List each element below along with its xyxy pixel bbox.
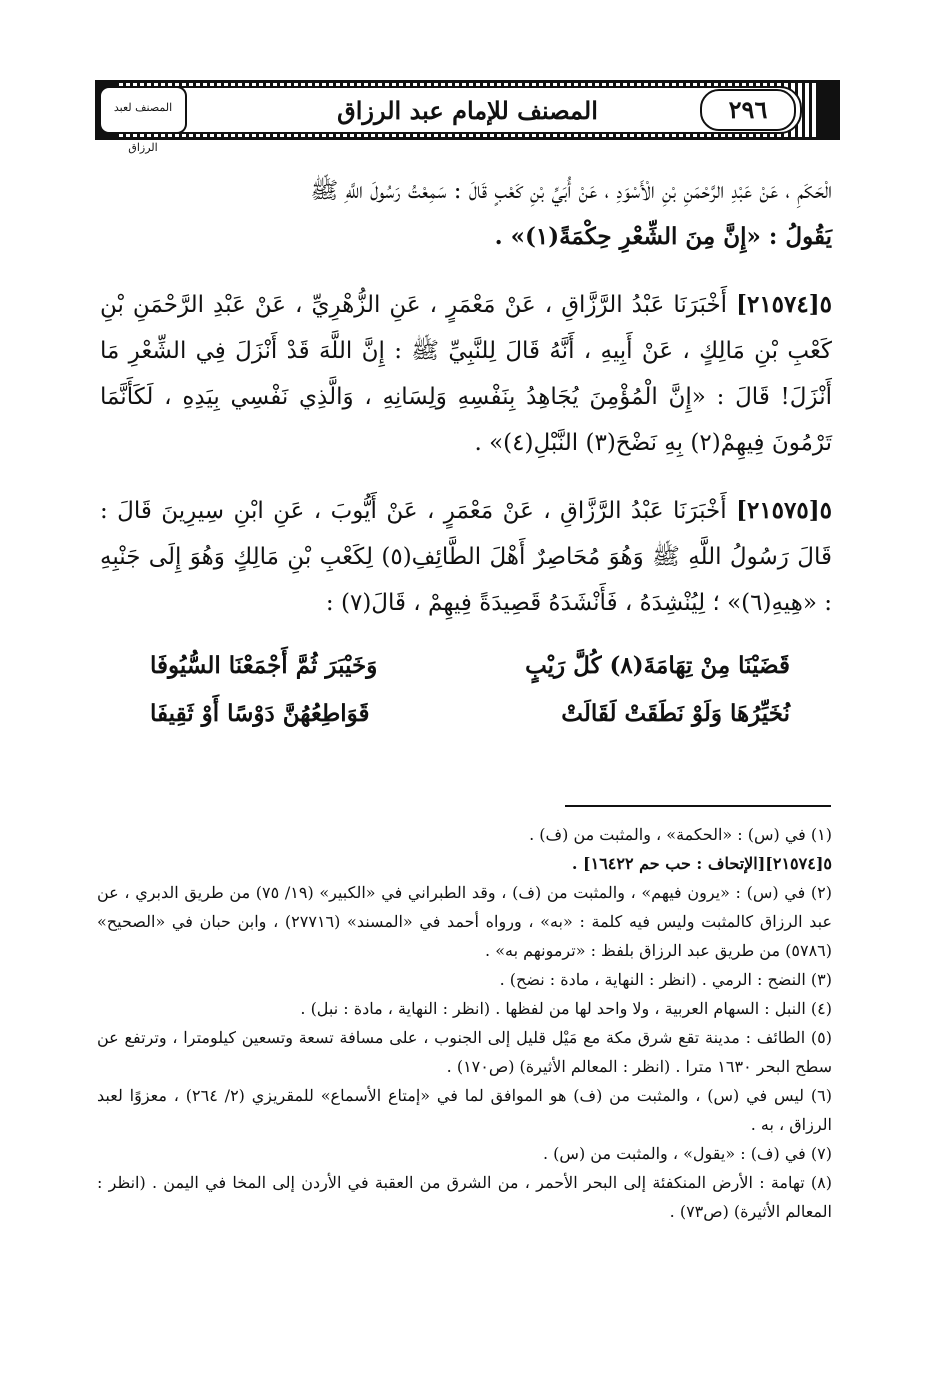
footnote: (٧) في (ف) : «يقول» ، والمثبت من (س) . xyxy=(543,1144,832,1163)
header-right-ornament xyxy=(818,80,840,140)
hadith-number: ٥[٢١٥٧٥] xyxy=(736,497,832,524)
footnotes xyxy=(97,820,832,1226)
footnote: (٢) في (س) : «يرون فيهم» ، والمثبت من (ف) ، وقد الطبراني في «الكبير» (١٩/ ٧٥) من طريق الدبري ، عن عبد الرزاق كالمثبت وليس فيه كلمة : «به» ، ورواه أحمد في «المسند» (٢٧٧١٦) ، وابن حبان في «الصحيح» (٥٧٨٦) من طريق عبد الرزاق بلفظ : «ترمونهم به» . xyxy=(97,883,832,960)
header-medallion: المصنف لعبد الرزاق xyxy=(99,86,187,134)
text-line: الْحَكَمِ ، عَنْ عَبْدِ الرَّحْمَنِ بْنِ الْأَسْوَدِ ، عَنْ أُبَيِّ بْنِ كَعْبٍ قَالَ : سَمِعْتُ رَسُولَ اللَّهِ ﷺ xyxy=(310,178,832,204)
verse-first-hemistich: نُخَيِّرُهَا وَلَوْ نَطَقَتْ لَقَالَتْ xyxy=(561,700,790,727)
hadith-21574 xyxy=(100,282,832,466)
footnote: (٦) ليس في (س) ، والمثبت من (ف) هو الموافق لما في «إمتاع الأسماع» للمقريزي (٢/ ٢٦٤) ، معزوًا لعبد الرزاق ، به . xyxy=(97,1086,832,1134)
page-header xyxy=(95,80,840,154)
footnote: (٤) النبل : السهام العربية ، ولا واحد لها من لفظها . (انظر : النهاية ، مادة : نبل) . xyxy=(300,999,832,1018)
verse-first-hemistich: قَضَيْنَا مِنْ تِهَامَةَ(٨) كُلَّ رَيْبٍ xyxy=(525,652,790,679)
verse xyxy=(150,690,790,738)
book-title: المصنف للإمام عبد الرزاق xyxy=(337,95,598,125)
footnote: ٥[٢١٥٧٤][الإتحاف : حب حم ١٦٤٢٢] . xyxy=(571,854,832,873)
text-line: يَقُولُ : «إِنَّ مِنَ الشِّعْرِ حِكْمَةً(١)» . xyxy=(494,223,832,250)
footnote: (١) في (س) : «الحكمة» ، والمثبت من (ف) . xyxy=(529,825,832,844)
footnote: (٥) الطائف : مدينة تقع شرق مكة مع مَيْل قليل إلى الجنوب ، على مسافة تسعة وتسعين كيلومترا ، وترتفع عن سطح البحر ١٦٣٠ مترا . (انظر : المعالم الأثيرة) (ص١٧٠) . xyxy=(97,1028,832,1076)
hadith-text: أَخْبَرَنَا عَبْدُ الرَّزَّاقِ ، عَنْ مَعْمَرٍ ، عَنْ أَيُّوبَ ، عَنِ ابْنِ سِيرِينَ قَالَ : قَالَ رَسُولُ اللَّهِ ﷺ وَهُوَ مُحَاصِرٌ أَهْلَ الطَّائِفِ(٥) لِكَعْبِ بْنِ مَالِكٍ وَهُوَ إِلَى جَنْبِهِ : «هِيهِ(٦)» ؛ لِيُنْشِدَهُ ، فَأَنْشَدَهُ قَصِيدَةً فِيهِمْ ، قَالَ(٧) : xyxy=(100,498,832,616)
hadith-number: ٥[٢١٥٧٤] xyxy=(736,291,832,318)
hadith-text: أَخْبَرَنَا عَبْدُ الرَّزَّاقِ ، عَنْ مَعْمَرٍ ، عَنِ الزُّهْرِيِّ ، عَنْ عَبْدِ الرَّحْمَنِ بْنِ كَعْبِ بْنِ مَالِكٍ ، عَنْ أَبِيهِ ، أَنَّهُ قَالَ لِلنَّبِيِّ ﷺ : إِنَّ اللَّهَ قَدْ أَنْزَلَ فِي الشِّعْرِ مَا أَنْزَلَ! قَالَ : «إِنَّ الْمُؤْمِنَ يُجَاهِدُ بِنَفْسِهِ وَلِسَانِهِ ، وَالَّذِي نَفْسِي بِيَدِهِ ، لَكَأَنَّمَا تَرْمُونَ فِيهِمْ(٢) بِهِ نَضْحَ(٣) النَّبْلِ(٤)» . xyxy=(100,292,832,456)
footnote: (٣) النضح : الرمي . (انظر : النهاية ، مادة : نضح) . xyxy=(499,970,832,989)
verse-second-hemistich: قَوَاطِعُهُنَّ دَوْسًا أَوْ ثَقِيفَا xyxy=(150,700,370,727)
verse xyxy=(150,642,790,690)
paragraph-continuation xyxy=(100,168,832,260)
poem xyxy=(150,642,790,738)
page-number: ٢٩٦ xyxy=(700,89,796,131)
footnote: (٨) تهامة : الأرض المنكفئة إلى البحر الأحمر ، من الشرق من العقبة في الأردن إلى المخا في اليمن . (انظر : المعالم الأثيرة) (ص٧٣) . xyxy=(97,1173,832,1221)
hadith-21575 xyxy=(100,488,832,626)
verse-second-hemistich: وَخَيْبَرَ ثُمَّ أَجْمَعْنَا السُّيُوفَا xyxy=(150,652,378,679)
footnote-separator xyxy=(565,805,831,807)
